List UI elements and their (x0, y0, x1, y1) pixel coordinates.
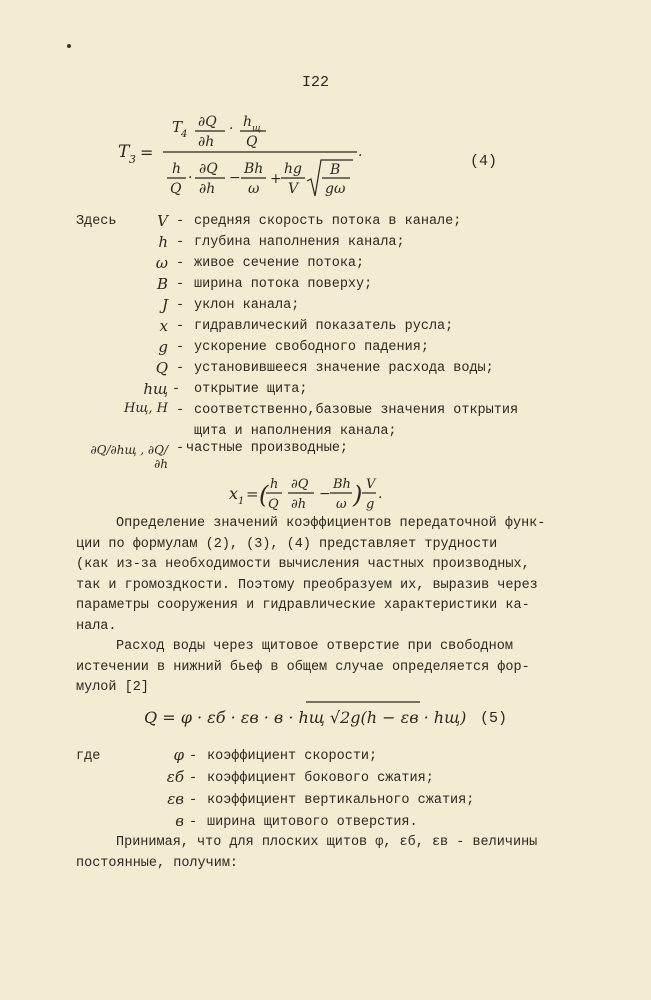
definition-dash: - (172, 382, 181, 397)
eq4-num-dQ: ∂Q (198, 114, 217, 130)
paragraph-line: Определение значений коэффициентов передаточной функ- (116, 516, 546, 531)
where-row (84, 746, 554, 766)
eq4-lhs: T (118, 142, 130, 162)
definition-text: уклон канала; (194, 298, 300, 313)
where-dash: - (189, 815, 198, 830)
svg-text:): ) (353, 481, 363, 509)
definition-symbol: hщ (143, 380, 168, 398)
svg-text:=: = (140, 143, 154, 162)
where-text: коэффициент бокового сжатия; (207, 771, 434, 786)
definition-symbol: B (156, 275, 168, 293)
where-symbol: в (175, 812, 184, 830)
eq4-num-dh: ∂h (198, 134, 215, 150)
definition-symbol: Hщ, H (124, 401, 168, 416)
svg-text:=: = (246, 485, 259, 503)
definition-dash: - (176, 319, 185, 334)
eq-x1-dQ: ∂Q (291, 477, 309, 492)
definition-row-partials (84, 437, 554, 471)
paragraph-line: Принимая, что для плоских щитов φ, εб, εв - величины (116, 835, 538, 850)
paragraph-line: истечении в нижний бьеф в общем случае определяется фор- (76, 659, 530, 675)
eq4-num-hsh: h (243, 114, 253, 130)
definition-dash: - (176, 340, 185, 355)
definition-text: глубина наполнения канала; (194, 235, 405, 250)
eq4-den-hg: hg (284, 161, 302, 177)
equation-5-number: (5) (480, 710, 508, 727)
definition-row (84, 317, 554, 337)
definition-dash: - (176, 298, 185, 313)
eq-x1-Bh: Bh (333, 477, 351, 492)
definition-symbol: Q (155, 359, 168, 377)
eq-x1-g: g (366, 497, 375, 512)
where-row (84, 790, 554, 810)
definition-row (84, 212, 554, 232)
paragraph-1 (76, 514, 566, 637)
definition-dash: - (176, 235, 185, 250)
eq4-den-Q: Q (170, 181, 182, 197)
eq4-den-omega: ω (248, 181, 260, 197)
definition-row (84, 380, 554, 400)
paragraph-line: нала. (76, 618, 117, 634)
definition-text: ускорение свободного падения; (194, 340, 429, 355)
definition-text: гидравлический показатель русла; (194, 319, 454, 334)
definitions-intro: Здесь (76, 214, 117, 229)
definition-text: открытие щита; (194, 382, 308, 397)
eq4-den-dh: ∂h (199, 181, 216, 197)
definition-row (84, 254, 554, 274)
where-symbol: εб (166, 768, 184, 786)
svg-text:.: . (378, 486, 383, 502)
svg-text:(: ( (259, 481, 269, 509)
definition-dash: - (176, 403, 185, 418)
definition-text: средняя скорость потока в канале; (194, 214, 462, 229)
where-symbol: εв (167, 790, 184, 808)
definition-row (84, 275, 554, 295)
eq4-den-V: V (288, 181, 299, 197)
paragraph-3 (76, 833, 566, 874)
where-row (84, 812, 554, 832)
definition-symbol: J (161, 296, 168, 314)
eq4-den-B: B (330, 162, 341, 178)
equation-5: Q = φ · εб · εв · в · hщ √2g(h − εв · hщ) (144, 708, 467, 727)
eq-x1-V: V (366, 477, 376, 492)
where-text: коэффициент вертикального сжатия; (207, 793, 475, 808)
svg-text:−: − (229, 170, 241, 186)
eq4-den-dQ: ∂Q (199, 161, 218, 177)
where-symbol: φ (173, 746, 184, 764)
equation-x1 (0, 470, 651, 520)
definition-text: живое сечение потока; (194, 256, 365, 271)
paragraph-line: (как из-за необходимости вычисления частных производных, (76, 557, 530, 572)
definition-symbol: ω (155, 254, 168, 272)
svg-text:−: − (319, 486, 331, 502)
paragraph-line: так и громоздкости. Поэтому преобразуем их, выразив через (76, 577, 538, 593)
definition-text: установившееся значение расхода воды; (194, 361, 494, 376)
definition-text: щита и наполнения канала; (194, 424, 397, 439)
eq4-den-gomega: gω (325, 181, 346, 197)
where-row (84, 768, 554, 788)
definition-dash: - (176, 277, 185, 292)
definition-symbol: g (158, 338, 168, 356)
eq-x1-lhs: x (229, 484, 239, 503)
definition-symbol: V (157, 212, 168, 230)
eq4-num-hsh-sub: щ (252, 124, 262, 134)
paragraph-line: постоянные, получим: (76, 855, 239, 871)
definition-text: частные производные; (186, 441, 349, 456)
eq4-num-Q: Q (246, 134, 258, 150)
definition-dash: - (176, 441, 185, 456)
definition-dash: - (176, 214, 185, 229)
where-dash: - (189, 749, 198, 764)
eq-x1-lhs-sub: 1 (238, 496, 245, 507)
paragraph-2 (76, 637, 566, 699)
eq4-den-Bh: Bh (244, 161, 264, 177)
paragraph-line: ции по формулам (2), (3), (4) представляет трудности (76, 536, 498, 552)
equation-4-number: (4) (470, 153, 498, 170)
svg-text:·: · (229, 121, 234, 137)
eq-x1-dh: ∂h (291, 497, 307, 512)
eq4-lhs-sub: 3 (129, 153, 136, 166)
where-text: коэффициент скорости; (207, 749, 378, 764)
page-number: I22 (302, 74, 330, 91)
where-intro: где (76, 749, 101, 764)
definition-row (84, 296, 554, 316)
definition-row (84, 359, 554, 379)
definition-symbol: ∂Q/∂hщ , ∂Q/∂h (90, 443, 168, 471)
definition-dash: - (176, 256, 185, 271)
definition-text: соответственно,базовые значения открытия (194, 403, 519, 418)
svg-text:+: + (270, 171, 282, 187)
definition-row (84, 401, 554, 421)
svg-text:.: . (358, 144, 363, 160)
definition-row (84, 338, 554, 358)
eq4-num-coef-sub: 4 (181, 129, 188, 140)
where-text: ширина щитового отверстия. (207, 815, 418, 830)
where-dash: - (189, 793, 198, 808)
definition-text: ширина потока поверху; (194, 277, 373, 292)
paragraph-line: мулой [2] (76, 680, 149, 695)
equation-4 (0, 0, 651, 200)
definition-symbol: x (159, 317, 168, 335)
paragraph-line: Расход воды через щитовое отверстие при свободном (116, 639, 513, 654)
eq4-den-h: h (172, 161, 182, 177)
eq-x1-h: h (270, 477, 279, 492)
svg-text:·: · (188, 170, 193, 186)
where-dash: - (189, 771, 198, 786)
definition-row (84, 233, 554, 253)
equation-5-radical (0, 700, 651, 740)
eq4-num-coef: T (172, 118, 183, 136)
paragraph-line: параметры сооружения и гидравлические характеристики ка- (76, 598, 530, 613)
definition-symbol: h (158, 233, 168, 251)
definition-dash: - (176, 361, 185, 376)
eq-x1-omega: ω (336, 497, 347, 512)
eq-x1-Q: Q (268, 497, 279, 512)
